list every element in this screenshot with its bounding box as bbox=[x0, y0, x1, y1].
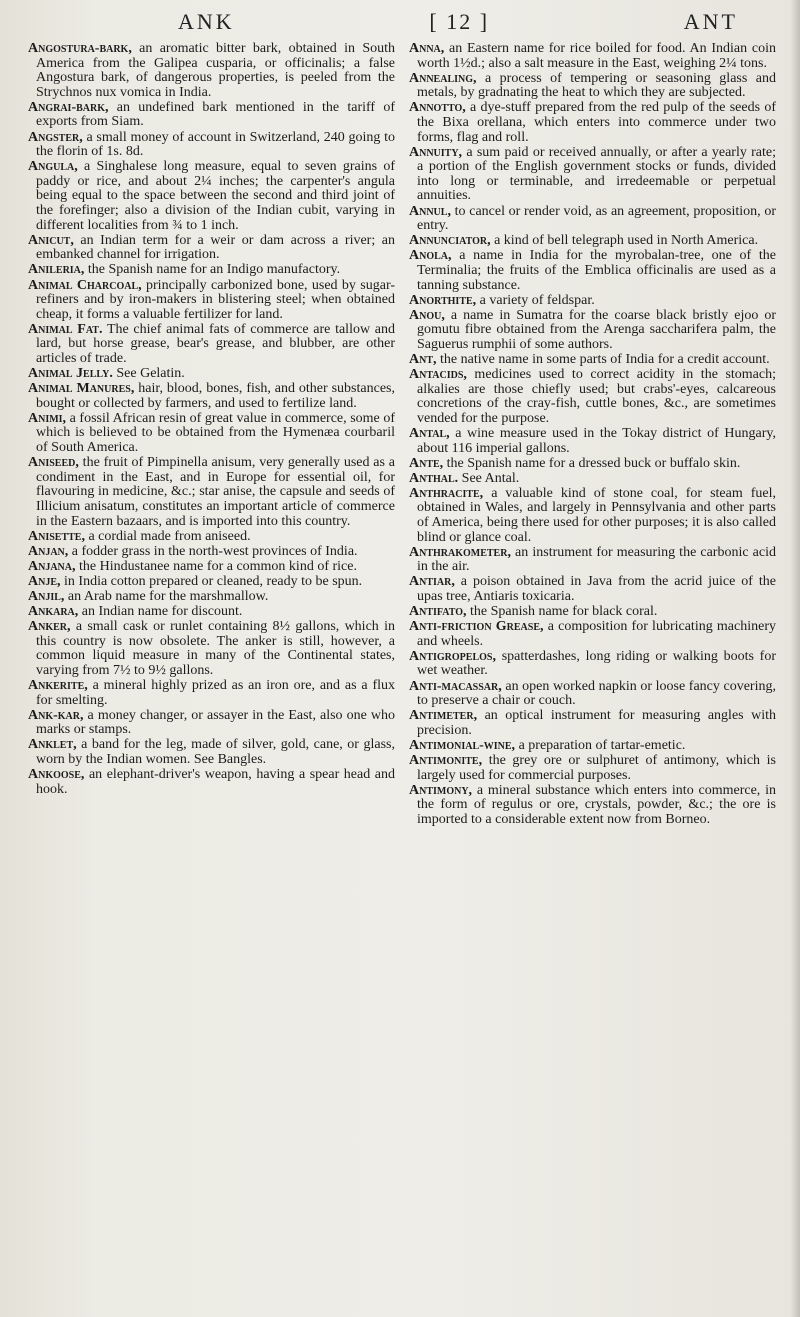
entry-definition: the Spanish name for an Indigo manufactory. bbox=[84, 262, 341, 278]
entry-headword: Ankara, bbox=[28, 604, 79, 620]
entry-definition: a valuable kind of stone coal, for steam fuel, obtained in Wales, and largely in Pennsylvania and other parts of America, being there used for other purposes; it is also called blind or glance coal. bbox=[417, 485, 776, 545]
entry-headword: Annul, bbox=[409, 203, 451, 219]
dictionary-entry bbox=[28, 679, 395, 708]
entry-definition: principally carbonized bone, used by sugar-refiners and by iron-makers in blistering steel; when obtained cheap, it forms a valuable fertilizer for land. bbox=[36, 277, 396, 322]
entry-definition: a process of tempering or seasoning glass and metals, by gradnating the heat to which they are subjected. bbox=[417, 70, 776, 101]
entry-headword: Ankerite, bbox=[28, 678, 88, 694]
entry-headword: Angster, bbox=[28, 129, 83, 145]
entry-headword: Anker, bbox=[28, 619, 71, 635]
entry-definition: the grey ore or sulphuret of antimony, which is largely used for commercial purposes. bbox=[417, 753, 776, 783]
entry-definition: the fruit of Pimpinella anisum, very generally used as a condiment in the East, and in Europe for essential oil, for flavouring in medicine, &c.; star anise, the capsule and seeds of Illicium anisatum, constitutes an important article of commerce in the Eastern bazaars, and is imported into this country. bbox=[36, 455, 395, 529]
dictionary-entry bbox=[28, 768, 395, 797]
entry-definition: a sum paid or received annually, or after a yearly rate; a portion of the English government stocks or funds, divided into long or terminable, and irredeemable or perpetual annuities. bbox=[417, 144, 776, 204]
entry-definition: See Gelatin. bbox=[112, 366, 185, 382]
entry-definition: a wine measure used in the Tokay district of Hungary, about 116 imperial gallons. bbox=[417, 425, 776, 456]
dictionary-entry bbox=[28, 263, 395, 278]
entry-definition: a mineral substance which enters into commerce, in the form of regulus or ore, crystals, powder, &c.; the ore is imported to a considerable extent now from Borneo. bbox=[417, 782, 776, 827]
dictionary-entry bbox=[409, 72, 776, 101]
page-header bbox=[28, 8, 778, 36]
dictionary-entry bbox=[409, 249, 776, 293]
entry-headword: Antimony, bbox=[409, 782, 473, 798]
dictionary-entry bbox=[28, 412, 395, 456]
entry-definition: See Antal. bbox=[458, 470, 520, 486]
header-right-guide-word: ANT bbox=[683, 9, 738, 34]
entry-definition: an Indian term for a weir or dam across a river; an embanked channel for irrigation. bbox=[36, 232, 395, 263]
dictionary-entry bbox=[409, 205, 776, 234]
dictionary-entry bbox=[409, 709, 776, 738]
entry-headword: Anje, bbox=[28, 573, 61, 589]
dictionary-entry bbox=[28, 620, 395, 678]
entry-headword: Anjil, bbox=[28, 588, 65, 604]
dictionary-entry bbox=[409, 784, 776, 828]
entry-headword: Annunciator, bbox=[409, 233, 491, 249]
dictionary-entry bbox=[409, 754, 776, 783]
entry-definition: an aromatic bitter bark, obtained in South America from the Galipea cusparia, or officinalis; a false Angostura bark, of dangerous properties, is peeled from the Strychnos nux vomica in India. bbox=[36, 41, 395, 100]
dictionary-entry bbox=[28, 545, 395, 560]
dictionary-entry bbox=[28, 709, 395, 738]
dictionary-entry bbox=[28, 382, 395, 411]
entry-definition: an open worked napkin or loose fancy covering, to preserve a chair or couch. bbox=[417, 678, 776, 709]
header-left-guide-word: ANK bbox=[178, 9, 235, 34]
dictionary-entry bbox=[409, 101, 776, 145]
entry-headword: Ant, bbox=[409, 351, 437, 367]
entry-definition: a kind of bell telegraph used in North America. bbox=[490, 233, 759, 249]
entry-headword: Animal Manures, bbox=[28, 381, 135, 397]
dictionary-entry bbox=[28, 234, 395, 263]
entry-definition: an optical instrument for measuring angles with precision. bbox=[417, 708, 776, 738]
dictionary-entry bbox=[28, 456, 395, 529]
entry-headword: Anthracite, bbox=[409, 485, 484, 501]
entry-headword: Antacids, bbox=[409, 367, 467, 383]
dictionary-entry bbox=[409, 309, 776, 353]
dictionary-entry bbox=[409, 472, 776, 487]
dictionary-entry bbox=[28, 131, 395, 160]
page-edge-shadow bbox=[790, 0, 800, 1317]
entry-definition: a fodder grass in the north-west provinces of India. bbox=[68, 543, 358, 559]
entry-definition: a cordial made from aniseed. bbox=[84, 528, 251, 544]
dictionary-entry bbox=[409, 650, 776, 679]
entry-definition: a fossil African resin of great value in commerce, some of which is believed to be obtained from the Hymenæa courbaril of South America. bbox=[36, 410, 395, 456]
dictionary-entry bbox=[409, 680, 776, 709]
entry-definition: an Arab name for the marshmallow. bbox=[64, 588, 269, 604]
entry-headword: Antimeter, bbox=[409, 708, 478, 724]
dictionary-entry bbox=[409, 353, 776, 368]
entry-definition: a dye-stuff prepared from the red pulp of the seeds of the Bixa orellana, which enters into commerce under two forms, flag and roll. bbox=[417, 100, 776, 145]
dictionary-entry bbox=[28, 560, 395, 575]
dictionary-entry bbox=[28, 160, 395, 233]
entry-definition: to cancel or render void, as an agreement, proposition, or entry. bbox=[417, 203, 776, 234]
text-columns bbox=[28, 42, 778, 828]
entry-headword: Angula, bbox=[28, 159, 78, 175]
entry-headword: Antimonial-wine, bbox=[409, 737, 516, 753]
entry-definition: a small cask or runlet containing 8½ gallons, which in this country is now obsolete. The anker is still, however, a common liquid measure in many of the Continental states, varying from 7½ to 9½ gallons. bbox=[36, 619, 395, 678]
entry-definition: medicines used to correct acidity in the stomach; alkalies are those chiefly used; but crabs'-eyes, calcareous concretions of the cray-fish, cuttle bones, &c., are sometimes vended for the purpose. bbox=[417, 367, 776, 426]
entry-definition: in India cotton prepared or cleaned, ready to be spun. bbox=[60, 573, 363, 589]
entry-definition: hair, blood, bones, fish, and other substances, bought or collected by farmers, and used to fertilize land. bbox=[36, 381, 395, 411]
entry-headword: Antimonite, bbox=[409, 753, 483, 768]
dictionary-entry bbox=[409, 605, 776, 620]
entry-headword: Ante, bbox=[409, 455, 444, 471]
entry-headword: Ank-kar, bbox=[28, 707, 84, 723]
entry-headword: Animi, bbox=[28, 410, 67, 426]
dictionary-entry bbox=[28, 738, 395, 767]
entry-headword: Anna, bbox=[409, 41, 445, 56]
entry-definition: an undefined bark mentioned in the tariff of exports from Siam. bbox=[36, 99, 395, 130]
entry-definition: a variety of feldspar. bbox=[476, 292, 595, 308]
entry-headword: Annotto, bbox=[409, 100, 466, 116]
entry-definition: an Eastern name for rice boiled for food. An Indian coin worth 1½d.; also a salt measure in the East, weighing 2¼ tons. bbox=[417, 41, 776, 71]
entry-headword: Antiar, bbox=[409, 574, 455, 590]
right-column bbox=[409, 42, 776, 828]
entry-definition: a band for the leg, made of silver, gold, cane, or glass, worn by the Indian women. See Bangles. bbox=[36, 737, 395, 767]
entry-definition: an elephant-driver's weapon, having a spear head and hook. bbox=[36, 767, 395, 797]
entry-headword: Animal Charcoal, bbox=[28, 277, 142, 293]
entry-definition: an instrument for measuring the carbonic acid in the air. bbox=[417, 544, 776, 575]
dictionary-entry bbox=[409, 294, 776, 309]
dictionary-entry bbox=[28, 575, 395, 590]
entry-definition: a poison obtained in Java from the acrid juice of the upas tree, Antiaris toxicaria. bbox=[417, 574, 776, 604]
entry-definition: the native name in some parts of India for a credit account. bbox=[436, 351, 770, 367]
entry-headword: Anti-friction Grease, bbox=[409, 619, 544, 635]
dictionary-entry bbox=[409, 427, 776, 456]
entry-headword: Anisette, bbox=[28, 528, 85, 544]
entry-definition: a preparation of tartar-emetic. bbox=[515, 737, 686, 753]
entry-definition: the Hindustanee name for a common kind of rice. bbox=[75, 558, 357, 574]
entry-headword: Annealing, bbox=[409, 70, 477, 86]
dictionary-entry bbox=[409, 487, 776, 545]
dictionary-entry bbox=[28, 367, 395, 382]
dictionary-entry bbox=[409, 620, 776, 649]
dictionary-entry bbox=[409, 546, 776, 575]
dictionary-entry bbox=[409, 739, 776, 754]
entry-headword: Anileria, bbox=[28, 262, 85, 278]
dictionary-entry bbox=[28, 530, 395, 545]
entry-headword: Antal, bbox=[409, 425, 450, 441]
dictionary-entry bbox=[28, 42, 395, 100]
entry-headword: Annuity, bbox=[409, 144, 463, 160]
entry-headword: Animal Jelly. bbox=[28, 366, 113, 382]
entry-headword: Anjan, bbox=[28, 543, 69, 559]
entry-headword: Anorthite, bbox=[409, 292, 477, 308]
dictionary-entry bbox=[409, 575, 776, 604]
entry-headword: Anthal. bbox=[409, 470, 459, 486]
entry-headword: Anklet, bbox=[28, 737, 77, 753]
entry-definition: a money changer, or assayer in the East, also one who marks or stamps. bbox=[36, 707, 395, 738]
dictionary-entry bbox=[409, 457, 776, 472]
entry-headword: Anthrakometer, bbox=[409, 544, 511, 560]
entry-headword: Anti-macassar, bbox=[409, 678, 502, 694]
entry-headword: Angrai-bark, bbox=[28, 99, 109, 115]
entry-definition: a mineral highly prized as an iron ore, and as a flux for smelting. bbox=[36, 678, 395, 708]
entry-headword: Anicut, bbox=[28, 232, 74, 248]
entry-headword: Antifato, bbox=[409, 604, 467, 620]
entry-definition: a Singhalese long measure, equal to seven grains of paddy or rice, and about 2¼ inches; the carpenter's angula being equal to the space between the second and third joint of the forefinger; also a division of the Indian cubit, varying in different localities from ¾ to 1 inch. bbox=[36, 159, 395, 233]
dictionary-entry bbox=[28, 279, 395, 323]
entry-headword: Anou, bbox=[409, 307, 445, 323]
entry-definition: a name in India for the myrobalan-tree, one of the Terminalia; the fruits of the Emblica officinalis are used as a tanning substance. bbox=[417, 248, 776, 293]
entry-headword: Animal Fat. bbox=[28, 321, 103, 337]
page-number: [ 12 ] bbox=[429, 9, 490, 34]
dictionary-entry bbox=[409, 234, 776, 249]
entry-headword: Anola, bbox=[409, 248, 452, 264]
dictionary-entry bbox=[28, 323, 395, 367]
dictionary-entry bbox=[28, 605, 395, 620]
entry-headword: Angostura-bark, bbox=[28, 41, 132, 56]
dictionary-entry bbox=[28, 101, 395, 130]
dictionary-entry bbox=[409, 42, 776, 71]
entry-headword: Anjana, bbox=[28, 558, 76, 574]
dictionary-entry bbox=[28, 590, 395, 605]
dictionary-entry bbox=[409, 146, 776, 204]
entry-definition: the Spanish name for black coral. bbox=[466, 604, 658, 620]
entry-definition: the Spanish name for a dressed buck or buffalo skin. bbox=[443, 455, 741, 471]
entry-definition: a small money of account in Switzerland, 240 going to the florin of 1s. 8d. bbox=[36, 129, 395, 160]
left-column bbox=[28, 42, 395, 828]
dictionary-entry bbox=[409, 368, 776, 426]
entry-definition: The chief animal fats of commerce are tallow and lard, but horse grease, bear's grease, and blubber, are other articles of trade. bbox=[36, 321, 395, 366]
entry-headword: Antigropelos, bbox=[409, 648, 496, 664]
entry-definition: spatterdashes, long riding or walking boots for wet weather. bbox=[417, 648, 776, 679]
entry-headword: Aniseed, bbox=[28, 455, 79, 471]
entry-definition: a name in Sumatra for the coarse black bristly ejoo or gomutu fibre obtained from the Arenga saccharifera palm, the Saguerus rumphii of some authors. bbox=[417, 307, 776, 352]
entry-headword: Ankoose, bbox=[28, 767, 85, 783]
entry-definition: a composition for lubricating machinery and wheels. bbox=[417, 619, 776, 649]
entry-definition: an Indian name for discount. bbox=[78, 604, 243, 620]
